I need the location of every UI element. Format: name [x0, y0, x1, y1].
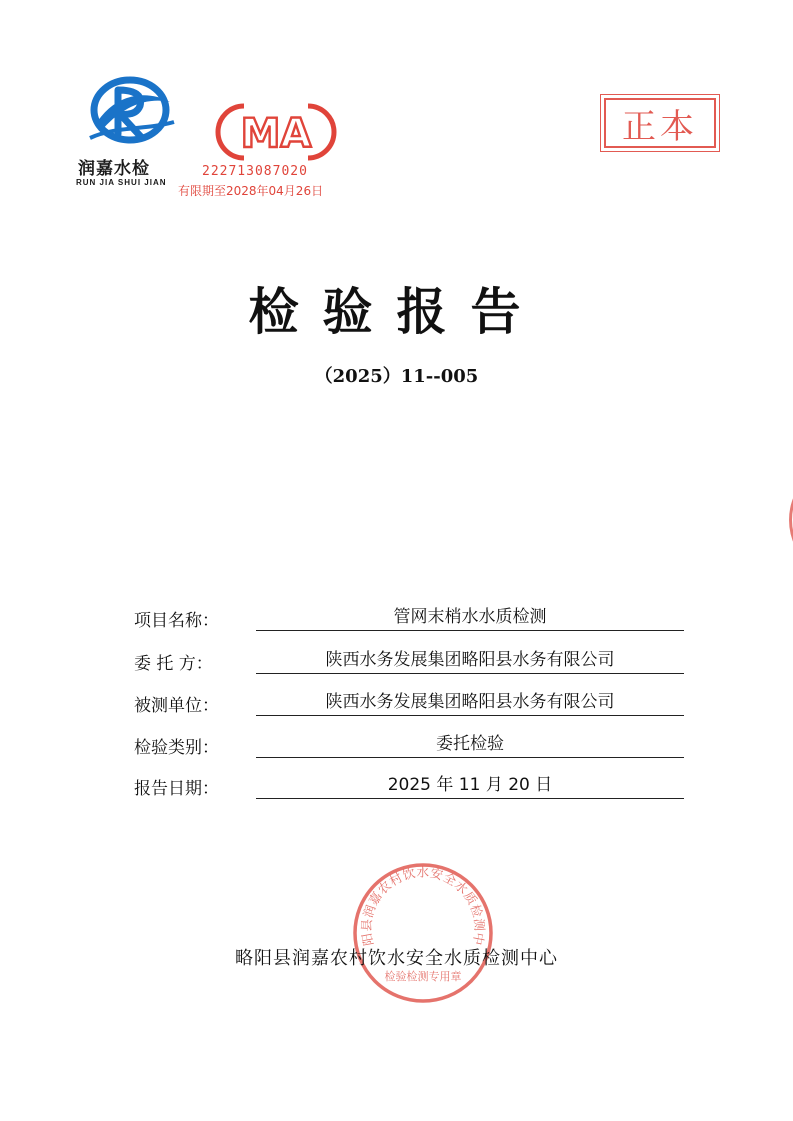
field-label: 检验类别：: [134, 738, 219, 758]
field-label: 被测单位：: [134, 696, 219, 716]
field-value: 陕西水务发展集团略阳县水务有限公司: [256, 689, 684, 716]
company-logo: [76, 72, 188, 194]
original-copy-stamp-text: 正本: [622, 106, 698, 147]
field-label: 委 托 方：: [134, 654, 213, 674]
seal-ring-text: 阳县润嘉农村饮水安全水质检测中: [358, 864, 488, 947]
svg-text:略阳县润嘉农村饮水安全水质检测中心: [350, 860, 487, 947]
logo-name: 润嘉水检: [78, 159, 150, 179]
original-copy-stamp: [604, 98, 716, 148]
official-seal: [350, 860, 496, 1006]
field-label: 项目名称：: [134, 611, 219, 631]
logo-pinyin: RUN JIA SHUI JIAN: [76, 178, 167, 187]
report-title: 检验报告: [248, 283, 545, 341]
report-number: （2025）11--005: [314, 366, 479, 387]
field-report-date: [134, 772, 686, 802]
issuing-organization: 略阳县润嘉农村饮水安全水质检测中心: [235, 948, 558, 969]
cma-logo-icon: [214, 100, 338, 164]
field-value: 陕西水务发展集团略阳县水务有限公司: [256, 647, 684, 674]
field-value: 管网末梢水水质检测: [256, 604, 684, 631]
field-tested-unit: [134, 689, 686, 719]
edge-seal-fragment-icon: [776, 470, 793, 570]
field-client: [134, 647, 686, 677]
cma-mark-text: MA: [240, 111, 312, 157]
field-label: 报告日期：: [134, 779, 219, 799]
field-inspection-type: [134, 731, 686, 761]
cma-mark: [178, 100, 378, 204]
official-seal-icon: [350, 860, 496, 1006]
field-value: 2025 年 11 月 20 日: [256, 772, 684, 799]
field-value: 委托检验: [256, 731, 684, 758]
runjia-logo-icon: [86, 72, 176, 152]
seal-center-text: 检验检测专用章: [384, 970, 462, 983]
field-project-name: [134, 604, 686, 634]
cma-number: 222713087020: [202, 164, 308, 179]
cma-validity: 有限期至2028年04月26日: [178, 184, 324, 198]
